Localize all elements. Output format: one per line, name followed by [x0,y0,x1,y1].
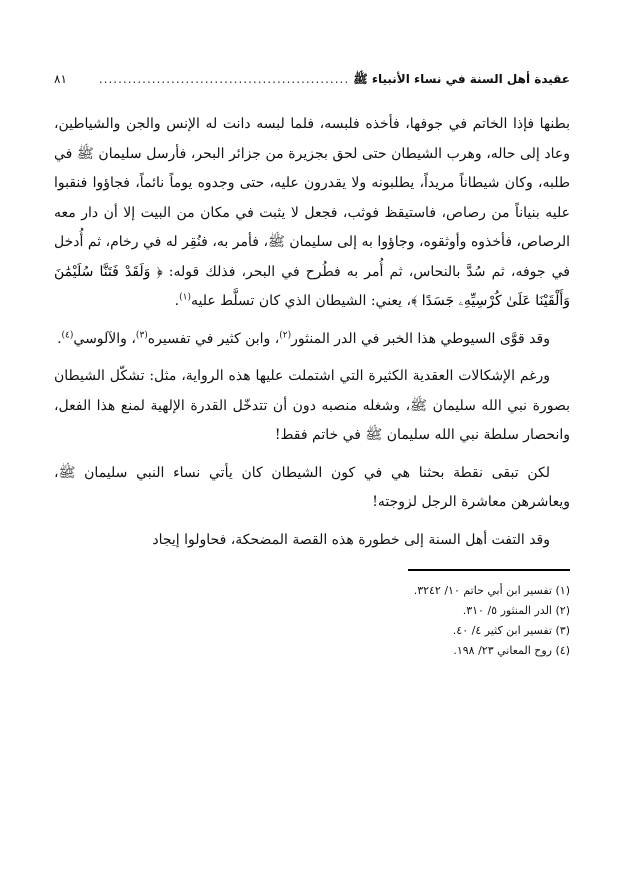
header-title: عقيدة أهل السنة في نساء الأنبياء ﷺ [353,72,570,86]
page-number: ٨١ [54,72,67,86]
paragraph: لكن تبقى نقطة بحثنا هي في كون الشيطان كان يأتي نساء النبي سليمان ﷺ، ويعاشرهن معاشرة الرجل لزوجته! [54,464,570,510]
footnote: (٢) الدر المنثور ٥/ ٣١٠. [462,604,570,617]
quran-verse: ﴿ وَلَقَدْ فَتَنَّا سُلَيْمَٰنَ وَأَلْقَيْنَا عَلَىٰ كُرْسِيِّهِۦ جَسَدًا ﴾ [54,263,570,309]
paragraph: وقد قوَّى السيوطي هذا الخبر في الدر المنثور$^{(٢)}$، وابن كثير في تفسيره$^{(٣)}$، والآلوسي$^{(٤)}$. [57,329,550,347]
main-text [54,110,570,555]
footnotes [54,581,570,661]
footnote: (٣) تفسير ابن كثير ٤/ ٤٠. [452,624,570,637]
footnote-ref: (٢) [279,329,292,340]
footnote: (٤) روح المعاني ٢٣/ ١٩٨. [453,644,570,657]
footnote-separator [408,569,570,571]
paragraph: وقد التفت أهل السنة إلى خطورة هذه القصة المضحكة، فحاولوا إيجاد [152,531,550,548]
paragraph: بطنها فإذا الخاتم في جوفها، فأخذه فلبسه، فلما لبسه دانت له الإنس والجن والشياطين، وعاد إلى حاله، وهرب الشيطان حتى لحق بجزيرة من جزائر البحر، فأرسل سليمان ﷺ في طلبه، وكان شيطاناً مريداً، يطلبونه ولا يقدرون عليه، حتى وجدوه يوماً نائماً، فجاؤوا فنقبوا عليه بنياناً من رصاص، فاستيقظ فوثب، فجعل لا يثبت في مكان من البيت إلا أن دار معه الرصاص، فأخذوه وأوثقوه، وجاؤوا به إلى سليمان ﷺ، فأمر به، فنُقِر له في رخام، ثم أُدخل في جوفه، ثم سُدَّ بالنحاس، ثم أُمر به فطُرح في البحر، فذلك قوله: ﴿ وَلَقَدْ فَتَنَّا سُلَيْمَٰنَ وَأَلْقَيْنَا عَلَىٰ كُرْسِيِّهِۦ جَسَدًا ﴾، يعني: الشيطان الذي كان تسلَّط عليه$^{(١)}$. [54,116,570,309]
footnote-ref: (١) [179,292,191,303]
footnote: (١) تفسير ابن أبي حاتم ١٠/ ٣٢٤٢. [413,584,570,597]
header-leader-dots: .................................................... [98,72,350,86]
footnote-ref: (٣) [135,329,148,340]
running-header [54,72,570,92]
paragraph: ورغم الإشكالات العقدية الكثيرة التي اشتملت عليها هذه الرواية، مثل: تشكّل الشيطان بصورة نبي الله سليمان ﷺ، وشغله منصبه دون أن تتدخّل القدرة الإلهية لمنع هذا الفعل، وانحصار سلطة نبي الله سليمان ﷺ في خاتم فقط! [54,368,570,443]
page [54,72,570,661]
footnote-ref: (٤) [61,329,74,340]
